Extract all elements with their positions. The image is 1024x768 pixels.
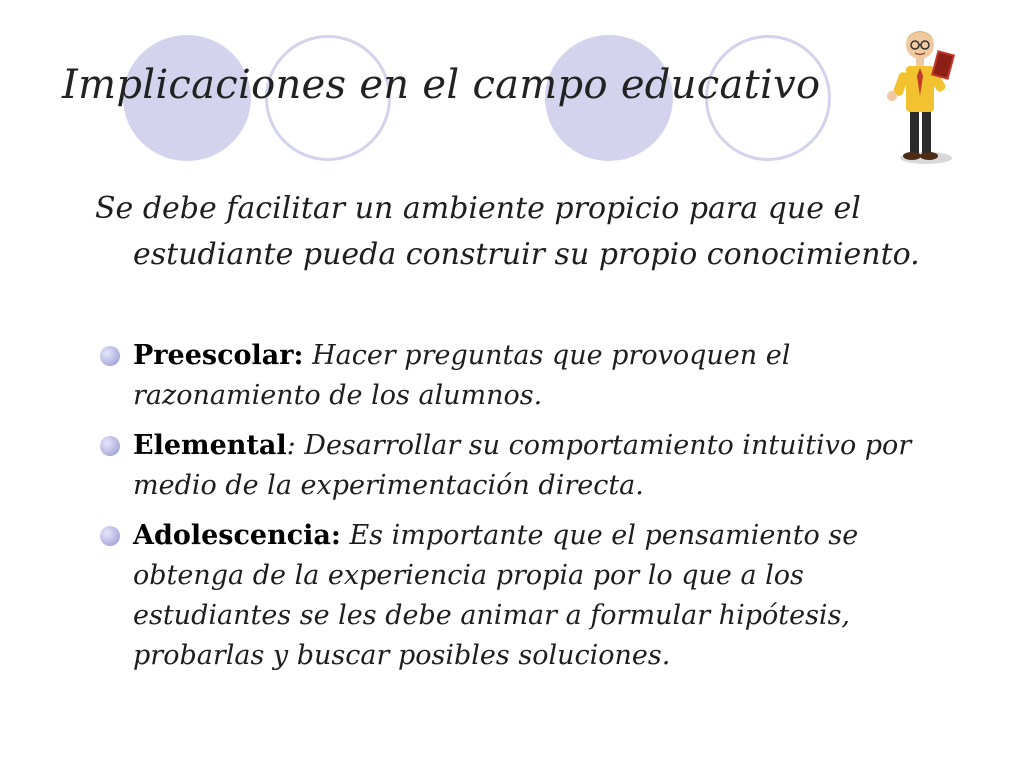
teacher-with-book-illustration [880,18,960,178]
bullet-term: Adolescencia: [133,520,341,551]
bullet-item-adolescencia [100,516,940,676]
bullet-term: Preescolar: [133,340,304,371]
bullet-item-elemental [100,426,940,506]
circle-bullet-icon [100,526,120,546]
bullet-term: Elemental [133,430,287,461]
circle-bullet-icon [100,346,120,366]
slide-title: Implicaciones en el campo educativo [62,62,821,108]
bullet-text: Es importante que el pensamiento se obtenga de la experiencia propia por lo que a los estudiantes se les debe animar a formular hipótesis, probarlas y buscar posibles soluciones. [133,520,859,671]
bullet-list [100,336,940,686]
bullet-text: : Desarrollar su comportamiento intuitivo por medio de la experimentación directa. [133,430,912,501]
bullet-item-preescolar [100,336,940,416]
bullet-text: Hacer preguntas que provoquen el razonamiento de los alumnos. [133,340,791,411]
circle-bullet-icon [100,436,120,456]
intro-paragraph: Se debe facilitar un ambiente propicio para que el estudiante pueda construir su propio conocimiento. [95,191,920,272]
